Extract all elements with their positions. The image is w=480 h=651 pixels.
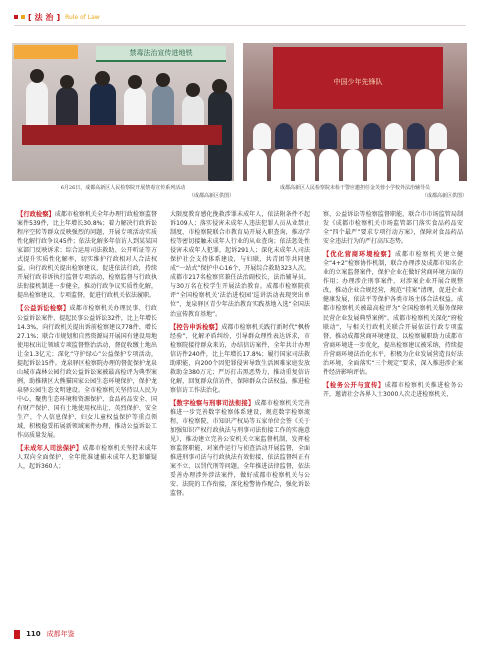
section-body-text: 成都市检察机关推进检务公开，邀请社会各界人士3000人次走进检察机关， (323, 381, 463, 398)
article-section (170, 399, 310, 499)
section-paragraph (17, 444, 157, 471)
section-paragraph (170, 323, 310, 395)
section-heading (17, 305, 70, 312)
section-body-text: 察，公益诉讼等检察监督职能，联合市市场监管局制发《成都市检察机关市场监管部门落实食品药品安全“四个最严”要求专项行动方案》，保障对食品药品安全违法行为的严打高压态势。 (323, 211, 463, 246)
section-heading (170, 324, 221, 331)
photo-group-front-row (247, 143, 463, 181)
section-heading-text: 行政检察 (23, 211, 49, 218)
article-section (323, 381, 463, 399)
photo-caption-right (243, 184, 467, 200)
photo-school-ceremony (243, 43, 467, 181)
header-divider (14, 25, 466, 26)
photo-person (391, 149, 411, 181)
article-section (17, 304, 157, 440)
heading-bracket-left: 【 (170, 399, 177, 407)
page-footer (14, 628, 75, 640)
photo-banner: 禁毒法治宣传进地铁 (96, 46, 226, 62)
section-paragraph (323, 381, 463, 399)
heading-bracket-right: 】 (247, 399, 255, 407)
section-heading (323, 251, 395, 258)
photo-person-head (212, 79, 227, 94)
section-body-text: 大限度教育感化挽救涉罪未成年人，依法附条件不起诉109人；落实侵害未成年人违法犯罪人员从业禁止制度，市检察院联合市教育局开展入职查询，推动学校等密切接触未成年人行业的从业查询；依法惩处性侵害未成年人犯罪，起诉291人；深化未成年人司法保护社会支持体系建设，与妇联、共青团等共同建成“一站式”保护中心16个，开展综合救助323人次。成都市217名检察官兼任法治副校长，法治辅导员，与30万名在校学生开展法治教育。成都市检察院获评“全国检察机关‘法治进校园’巡讲活动表现突出单位”，龙泉驿区青少年法治教育实践基地入选“全国法治宣传教育基地”。 (170, 211, 310, 318)
section-paragraph (17, 304, 157, 440)
heading-bracket-left: 【 (17, 211, 24, 218)
heading-bracket-right: 】 (214, 323, 222, 331)
photo-person-head (30, 69, 44, 83)
section-body-text: 成都市检察机关全年办理行政检察监督案件539件，比上年增长30.8%；着力解决行政诉讼程序空转等群众反映强烈的问题，开展专项活动实质性化解行政争议45件；依法化解多年信访人到某某国家部门反映诉求；综合运用司法救助、公开听证等方式提升实质性化解率，切实维护行政相对人合法权益，向行政机关提出检察建议，促进依法行政，持续开展行政非诉执行监督专项活动，检察监督与行政执法衔接机制进一步健全，推动行政争议实质性化解，提出检察建议，专项监督，促进行政机关依法履职。 (17, 211, 157, 300)
article-column-1 (17, 210, 157, 615)
header-square-icon (14, 15, 18, 19)
section-body-text: 成都市检察机关办理民事、行政公益诉讼案件，提起民事公益诉讼32件，比上年增长14.3%，向行政机关提出诉前检察建议778件，增长27.1%；联合市规划和自然资源局开展国有建设用地使用权出让领域专项监督整治活动，督促收缴土地出让金1.3亿元；深化“守护绿心”公益保护专项活动，提起诉讼15件。龙泉驿区检察院办理的督促保护龙泉山城市森林公园行政公益诉讼案被最高检评为典型案例，助推辖区大熊猫国家公园生态环境保护，保护龙泉驿公园生态文明建设。全市检察机关坚持以人民为中心，聚焦生态环境和资源保护、食品药品安全、国有财产保护、国有土地使用权出让、英烈保护、安全生产、个人信息保护、妇女儿童权益保护等重点领域，积极稳妥拓展新领域案件办理，推动公益诉讼工作高质量发展。 (17, 305, 157, 440)
heading-bracket-left: 【 (17, 445, 24, 453)
caption-text: 成都高新区人民检察院未检干警应邀担任金芙蓉小学校外法治辅导员 (279, 185, 430, 191)
article-section (170, 210, 310, 319)
heading-bracket-right: 】 (48, 211, 55, 218)
section-body-text: 成都市检察机关践行新时代“枫桥经验”，化解矛盾纠纷，引导群众理性表达诉求，市检察院接待群众来访，办结信访案件，全年共计办理信访件240件，比上年增长17.8%；履行国家司法救助职能，向200个因犯罪侵害导致生活困难家庭发放救助金380万元；严厉打击黑恶势力，推动重复信访化解，回复群众信访件，保障群众合法权益，推进检察信访工作法治化。 (170, 323, 310, 394)
section-paragraph (170, 210, 310, 319)
section-title: 法 治 (34, 12, 54, 22)
article-section (17, 210, 157, 300)
heading-bracket-right: 】 (62, 305, 70, 313)
section-heading-text: 未成年人司法保护 (23, 445, 76, 453)
photo-person-head (156, 73, 170, 87)
section-heading-text: 公益诉讼检察 (23, 305, 63, 313)
photo-person-head (128, 75, 142, 89)
article-section (323, 250, 463, 377)
section-body-text: 成都市检察机关完善推进一步完善数字检察体系建设，规范数字检察流程，市检察院、市知识产权局等五家单位会签《关于加强知识产权行政执法与刑事司法衔接工作的实施意见》，推动建立完善公安机关立案监督机制，发挥检察监督职能，对案件运行与侦查活动开展监督，全面推进刑事司法与行政执法有效衔接，依法监督纠正有案不立、以罚代刑等问题，全年推进法律监督，依法妥善办理涉外涉法案件，做好成都市检察机关与公安、法院的工作衔接，深化检警协作配合，强化诉讼监督。 (170, 399, 310, 498)
photo-person (367, 149, 387, 181)
section-body-text: 成都市检察机关建立健全“4+2”检察协作机制，联合办理涉及成都市知名企业的立案监督案件，保护企业在做好营商环境方面的作用；办理涉企刑事案件，对涉案企业开展合规整改，推动企业合规经营，规范“挂案”清理，促进企业健康发展，依法平等保护各类市场主体合法权益。成都市检察机关被最高检评为“全国检察机关服务保障民营企业发展典型案例”。成都市检察机关深化“府检联动”，与相关行政机关联合开展依法行政专项监督，推动成都营商环境建设，以检察履职助力成都市营商环境进一步优化，提出检察建议被采纳，持续提升营商环境法治化水平，积极为企业发展营造良好法治环境，全面落实“三个规定”要求，深入推进涉企案件经济影响评估。 (323, 251, 463, 376)
section-heading-text: 优化营商环境检察 (330, 251, 388, 259)
heading-bracket-left: 【 (323, 251, 331, 259)
photo-caption-left (12, 184, 234, 200)
section-heading (17, 211, 55, 218)
photo-person (247, 149, 267, 181)
section-paragraph (323, 210, 463, 246)
section-heading-text: 控告申诉检察 (176, 323, 215, 331)
photo-person (295, 149, 315, 181)
heading-bracket-right: 】 (377, 381, 385, 389)
article-section (170, 323, 310, 395)
photo-person (319, 149, 339, 181)
photo-person (415, 149, 435, 181)
photo-person (271, 149, 291, 181)
photo-credit: （成都高新区供图） (188, 193, 234, 199)
footer-mark-icon (14, 630, 20, 639)
article-section (323, 210, 463, 246)
heading-bracket-right: 】 (75, 445, 83, 453)
publication-name: 成都年鉴 (46, 630, 75, 638)
header-square-icon (21, 15, 25, 19)
article-column-2 (170, 210, 310, 615)
article-section (17, 444, 157, 471)
section-body-text: 成都市检察机关坚持未成年人双向全面保护，全年批准逮捕未成年人犯罪嫌疑人，起诉360人； (17, 445, 157, 471)
photo-person (439, 149, 459, 181)
section-paragraph (17, 210, 157, 300)
photo-person-head (186, 83, 200, 97)
section-paragraph (170, 399, 310, 499)
section-subtitle: Rule of Law (65, 13, 100, 21)
section-heading-text: 检务公开与宣传 (329, 381, 378, 389)
section-heading (323, 382, 385, 389)
photo-display-table (22, 125, 222, 145)
photo-sign-board (14, 45, 78, 59)
photo-person-head (60, 75, 74, 89)
page-number: 110 (26, 630, 41, 638)
caption-text: 6月26日，成都高新区人民检察院开展禁毒宣传系列活动 (60, 185, 186, 191)
photo-credit: （成都高新区供图） (421, 193, 467, 199)
photo-stage-text: 中国少年先锋队 (333, 78, 383, 86)
section-heading (170, 400, 254, 407)
section-heading (17, 445, 82, 452)
photo-person (343, 149, 363, 181)
section-paragraph (323, 250, 463, 377)
photo-anti-drug-event (12, 43, 234, 181)
heading-bracket-left: 【 (170, 323, 177, 331)
article-column-3 (323, 210, 463, 615)
heading-bracket-right: 】 (387, 251, 395, 259)
photo-person-head (95, 71, 110, 86)
header-bracket-left: [ (28, 12, 32, 22)
heading-bracket-left: 【 (17, 305, 24, 313)
heading-bracket-left: 【 (323, 381, 330, 389)
header-bracket-right: ] (56, 12, 61, 22)
section-heading-text: 数字检察与刑事司法衔接 (176, 399, 248, 407)
running-header (14, 10, 466, 24)
